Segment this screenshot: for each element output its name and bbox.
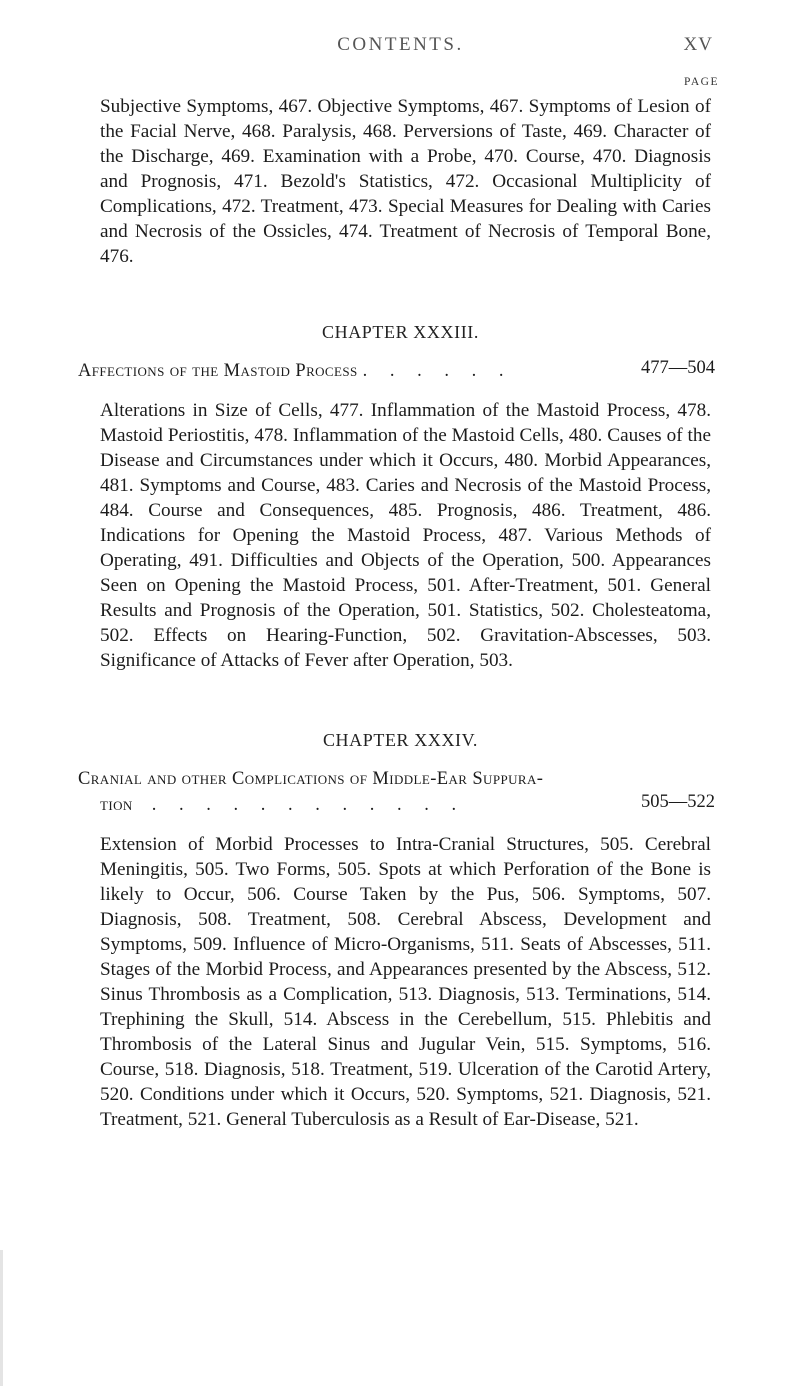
chapter-entry-title-continued: tion [100,795,133,815]
leader-dots: . . . . . . . . . . . . [151,795,466,815]
chapter-page-range: 477—504 [641,358,715,378]
folio-page-number: XV [683,34,713,55]
chapter-heading: CHAPTER XXXIII. [322,322,479,342]
chapter-heading: CHAPTER XXXIV. [322,730,479,750]
chapter-entry-title: Cranial and other Complications of Middle-Ear Suppura- [78,769,544,789]
chapter-text: Extension of Morbid Processes to Intra-Cranial Structures, 505. Cerebral Meningitis, 505. Two Forms, 505. Spots at which Perforation of the Bone is likely to Occur, 506. Course Taken by the Pus, 506. Symptoms, 507. Diagnosis, 508. Treatment, 508. Cerebral Abscess, Development and Symptoms, 509. Influence of Micro-Organisms, 511. Seats of Abscesses, 511. Stages of the Morbid Process, and Appearances presented by the Abscess, 512. Sinus Thrombosis as a Complication, 513. Diagnosis, 513. Terminations, 514. Trephining the Skull, 514. Abscess in the Cerebellum, 515. Phlebitis and Thrombosis of the Lateral Sinus and Jugular Vein, 515. Symptoms, 516. Course, 518. Diagnosis, 518. Treatment, 519. Ulceration of the Carotid Artery, 520. Conditions under which it Occurs, 520. Symptoms, 521. Diagnosis, 521. Treatment, 521. General Tuberculosis as a Result of Ear-Disease, 521. [100,834,711,1130]
section-text: Subjective Symptoms, 467. Objective Symptoms, 467. Symptoms of Lesion of the Facial Nerve, 468. Paralysis, 468. Perversions of Taste, 469. Character of the Discharge, 469. Examination with a Probe, 470. Course, 470. Diagnosis and Prognosis, 471. Bezold's Statistics, 472. Occasional Multiplicity of Complications, 472. Treatment, 473. Special Measures for Dealing with Caries and Necrosis of the Ossicles, 474. Treatment of Necrosis of Temporal Bone, 476. [100,96,711,267]
chapter-page-range: 505—522 [641,792,715,812]
leader-dots: . . . . . . [362,361,513,381]
chapter-entry-title: Affections of the Mastoid Process [78,361,358,381]
page-edge-shadow [0,1250,3,1386]
chapter-contents [100,832,711,1132]
chapter-contents [100,398,711,673]
page-column-label: PAGE [684,76,719,88]
chapter-entry [78,358,718,384]
running-head [0,34,801,62]
chapter-entry [78,766,718,818]
chapter-text: Alterations in Size of Cells, 477. Inflammation of the Mastoid Process, 478. Mastoid Periostitis, 478. Inflammation of the Mastoid Cells, 480. Causes of the Disease and Circumstances under which it Occurs, 480. Morbid Appearances, 481. Symptoms and Course, 483. Caries and Necrosis of the Mastoid Process, 484. Course and Consequences, 485. Prognosis, 486. Treatment, 486. Indications for Opening the Mastoid Process, 487. Various Methods of Operating, 491. Difficulties and Objects of the Operation, 500. Appearances Seen on Opening the Mastoid Process, 501. After-Treatment, 501. General Results and Prognosis of the Operation, 501. Statistics, 502. Cholesteatoma, 502. Effects on Hearing-Function, 502. Gravitation-Abscesses, 503. Significance of Attacks of Fever after Operation, 503. [100,400,711,671]
contents-section [100,94,711,269]
running-title: CONTENTS. [337,34,464,55]
